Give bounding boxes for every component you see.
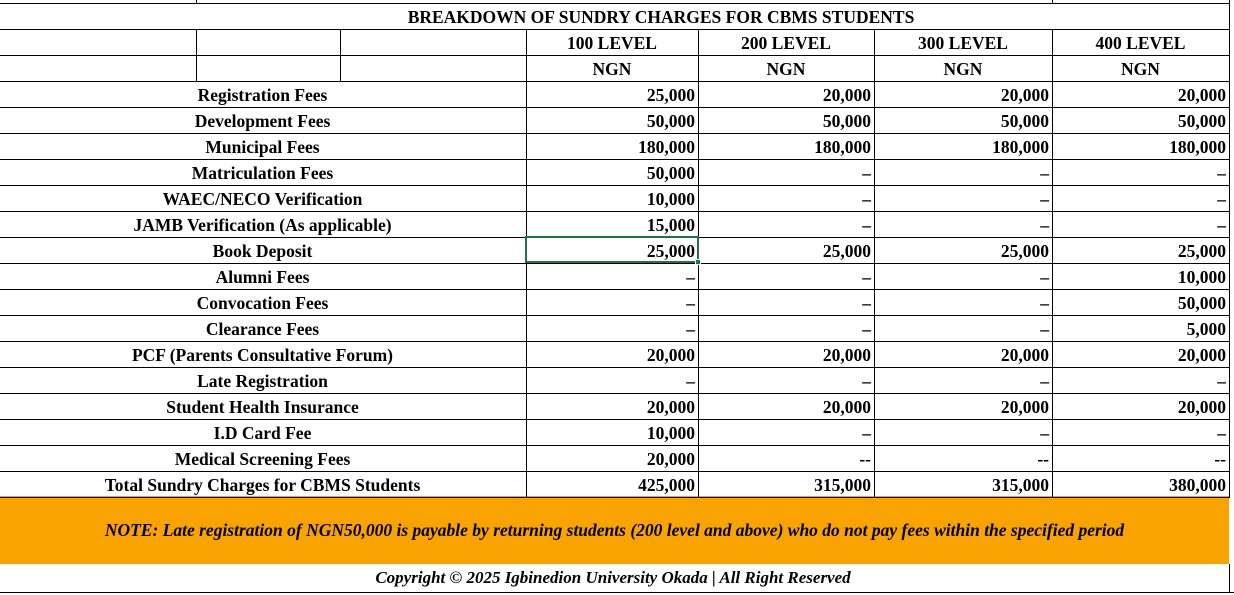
- fee-amount-level-400[interactable]: –: [1217, 371, 1226, 391]
- grid-hline: [0, 445, 1230, 446]
- fee-amount-level-100[interactable]: 50,000: [646, 111, 695, 131]
- grid-vline: [1229, 564, 1230, 592]
- fee-amount-level-200[interactable]: –: [862, 215, 871, 235]
- title-row: [0, 4, 1234, 30]
- fee-amount-level-200[interactable]: –: [862, 293, 871, 313]
- fee-amount-level-300[interactable]: –: [1040, 163, 1049, 183]
- fee-amount-level-400[interactable]: 20,000: [1177, 85, 1226, 105]
- fee-label[interactable]: Alumni Fees: [215, 267, 310, 287]
- fee-amount-level-300[interactable]: 20,000: [1000, 85, 1049, 105]
- fee-label[interactable]: Registration Fees: [197, 85, 328, 105]
- grid-hline: [0, 471, 1230, 472]
- fee-amount-level-400[interactable]: –: [1217, 215, 1226, 235]
- fee-row: [0, 264, 1234, 290]
- grid-hline: [0, 419, 1230, 420]
- fee-amount-level-200[interactable]: –: [862, 267, 871, 287]
- fee-amount-level-100[interactable]: –: [686, 319, 695, 339]
- fee-row: [0, 316, 1234, 342]
- fee-amount-level-200[interactable]: –: [862, 189, 871, 209]
- grid-hline: [0, 263, 1230, 264]
- fee-amount-level-400[interactable]: –: [1217, 189, 1226, 209]
- fee-amount-level-200[interactable]: 20,000: [822, 397, 871, 417]
- header-400-level[interactable]: 400 LEVEL: [1095, 33, 1186, 53]
- fee-amount-level-100[interactable]: 10,000: [646, 423, 695, 443]
- fee-label[interactable]: Convocation Fees: [196, 293, 329, 313]
- fee-amount-level-300[interactable]: –: [1040, 319, 1049, 339]
- grid-hline: [0, 315, 1230, 316]
- fee-amount-level-200[interactable]: --: [859, 449, 871, 469]
- grid-hline: [0, 367, 1230, 368]
- grid-vline: [1052, 29, 1053, 497]
- fee-amount-level-400[interactable]: --: [1214, 449, 1226, 469]
- fee-row: [0, 472, 1234, 498]
- fee-row: [0, 368, 1234, 394]
- header-100-level[interactable]: 100 LEVEL: [567, 33, 657, 53]
- fee-amount-level-100[interactable]: 20,000: [646, 345, 695, 365]
- fee-amount-level-400[interactable]: –: [1217, 163, 1226, 183]
- grid-vline: [196, 0, 197, 4]
- fee-amount-level-400[interactable]: 25,000: [1177, 241, 1226, 261]
- fee-label[interactable]: WAEC/NECO Verification: [162, 189, 363, 209]
- fee-amount-level-400[interactable]: 5,000: [1186, 319, 1226, 339]
- level-header-row: [0, 30, 1234, 56]
- fee-label[interactable]: Matriculation Fees: [191, 163, 334, 183]
- fee-amount-level-300[interactable]: 25,000: [1000, 241, 1049, 261]
- fee-amount-level-300[interactable]: –: [1040, 293, 1049, 313]
- fee-row: [0, 82, 1234, 108]
- fee-amount-level-200[interactable]: –: [862, 319, 871, 339]
- fee-amount-level-400[interactable]: 50,000: [1177, 111, 1226, 131]
- fee-label[interactable]: Book Deposit: [212, 241, 313, 261]
- fee-amount-level-200[interactable]: –: [862, 163, 871, 183]
- fee-amount-level-300[interactable]: --: [1037, 449, 1049, 469]
- grid-hline: [0, 3, 1230, 4]
- grid-hline: [0, 211, 1230, 212]
- fee-amount-level-300[interactable]: 180,000: [992, 137, 1049, 157]
- grid-vline: [526, 29, 527, 497]
- copyright-footer[interactable]: Copyright © 2025 Igbinedion University Okada | All Right Reserved: [375, 568, 851, 587]
- fee-amount-level-100[interactable]: –: [686, 293, 695, 313]
- fill-handle[interactable]: [695, 259, 701, 265]
- fee-amount-level-200[interactable]: 25,000: [822, 241, 871, 261]
- fee-amount-level-200[interactable]: 20,000: [822, 345, 871, 365]
- fee-row: [0, 212, 1234, 238]
- fee-label[interactable]: Student Health Insurance: [166, 397, 359, 417]
- fee-amount-level-300[interactable]: –: [1040, 189, 1049, 209]
- fee-amount-level-400[interactable]: 10,000: [1177, 267, 1226, 287]
- fee-amount-level-400[interactable]: 20,000: [1177, 345, 1226, 365]
- fee-amount-level-300[interactable]: 50,000: [1000, 111, 1049, 131]
- fee-label[interactable]: Total Sundry Charges for CBMS Students: [104, 475, 421, 495]
- fee-label[interactable]: I.D Card Fee: [213, 423, 312, 443]
- grid-vline: [1052, 0, 1053, 4]
- fee-amount-level-300[interactable]: 20,000: [1000, 397, 1049, 417]
- fee-amount-level-100[interactable]: 50,000: [646, 163, 695, 183]
- fee-row: [0, 342, 1234, 368]
- grid-hline: [0, 107, 1230, 108]
- grid-vline: [1229, 0, 1230, 497]
- grid-hline: [0, 29, 1230, 30]
- fee-label[interactable]: Development Fees: [194, 111, 331, 131]
- grid-vline: [196, 29, 197, 81]
- fee-amount-level-300[interactable]: 315,000: [992, 475, 1049, 495]
- fee-amount-level-200[interactable]: 50,000: [822, 111, 871, 131]
- fee-amount-level-100[interactable]: 20,000: [646, 397, 695, 417]
- currency-row: [0, 56, 1234, 82]
- grid-hline: [0, 289, 1230, 290]
- fee-row: [0, 108, 1234, 134]
- fee-label[interactable]: JAMB Verification (As applicable): [133, 215, 392, 235]
- fee-amount-level-300[interactable]: –: [1040, 215, 1049, 235]
- header-300-level[interactable]: 300 LEVEL: [918, 33, 1008, 53]
- fee-amount-level-100[interactable]: 25,000: [646, 241, 695, 261]
- fee-row: [0, 394, 1234, 420]
- fee-amount-level-400[interactable]: 50,000: [1177, 293, 1226, 313]
- fee-amount-level-400[interactable]: 380,000: [1169, 475, 1226, 495]
- grid-hline: [0, 133, 1230, 134]
- fee-amount-level-100[interactable]: 425,000: [638, 475, 695, 495]
- currency-100[interactable]: NGN: [592, 59, 632, 79]
- fee-row: [0, 290, 1234, 316]
- fee-amount-level-200[interactable]: 315,000: [814, 475, 871, 495]
- note-band[interactable]: [0, 496, 1229, 564]
- fee-amount-level-100[interactable]: 10,000: [646, 189, 695, 209]
- selected-cell-border: [525, 236, 699, 263]
- late-registration-note: NOTE: Late registration of NGN50,000 is payable by returning students (200 level and above) who do not pay fees within the specified period: [104, 519, 1125, 540]
- grid-hline: [0, 185, 1230, 186]
- currency-200[interactable]: NGN: [766, 59, 806, 79]
- fee-row: [0, 420, 1234, 446]
- fee-label[interactable]: Municipal Fees: [205, 137, 320, 157]
- currency-300[interactable]: NGN: [943, 59, 983, 79]
- fee-row: [0, 446, 1234, 472]
- grid-hline: [0, 592, 1234, 593]
- fee-amount-level-200[interactable]: 20,000: [822, 85, 871, 105]
- header-200-level[interactable]: 200 LEVEL: [741, 33, 831, 53]
- fee-amount-level-300[interactable]: –: [1040, 267, 1049, 287]
- fee-amount-level-300[interactable]: 20,000: [1000, 345, 1049, 365]
- fee-amount-level-400[interactable]: 180,000: [1169, 137, 1226, 157]
- fee-amount-level-200[interactable]: 180,000: [814, 137, 871, 157]
- fee-label[interactable]: Late Registration: [197, 371, 328, 391]
- fee-amount-level-300[interactable]: –: [1040, 423, 1049, 443]
- grid-hline: [0, 159, 1230, 160]
- fee-amount-level-100[interactable]: –: [686, 267, 695, 287]
- fee-amount-level-400[interactable]: –: [1217, 423, 1226, 443]
- fee-amount-level-100[interactable]: –: [686, 371, 695, 391]
- grid-hline: [0, 81, 1230, 82]
- fee-amount-level-100[interactable]: 20,000: [646, 449, 695, 469]
- fee-amount-level-200[interactable]: –: [862, 371, 871, 391]
- fee-label[interactable]: Clearance Fees: [205, 319, 320, 339]
- fee-row: [0, 160, 1234, 186]
- fee-amount-level-300[interactable]: –: [1040, 371, 1049, 391]
- fee-amount-level-200[interactable]: –: [862, 423, 871, 443]
- sheet-title[interactable]: BREAKDOWN OF SUNDRY CHARGES FOR CBMS STUDENTS: [407, 7, 915, 27]
- fee-amount-level-100[interactable]: 25,000: [646, 85, 695, 105]
- grid-hline: [0, 393, 1230, 394]
- fee-amount-level-100[interactable]: 180,000: [638, 137, 695, 157]
- fee-amount-level-100[interactable]: 15,000: [646, 215, 695, 235]
- fee-amount-level-400[interactable]: 20,000: [1177, 397, 1226, 417]
- fee-label[interactable]: Medical Screening Fees: [174, 449, 351, 469]
- grid-vline: [340, 29, 341, 81]
- currency-400[interactable]: NGN: [1121, 59, 1160, 79]
- fee-label[interactable]: PCF (Parents Consultative Forum): [131, 345, 393, 365]
- grid-hline: [0, 497, 1230, 498]
- fee-row: [0, 186, 1234, 212]
- grid-hline: [0, 55, 1230, 56]
- fee-row: [0, 134, 1234, 160]
- grid-hline: [0, 341, 1230, 342]
- grid-vline: [874, 29, 875, 497]
